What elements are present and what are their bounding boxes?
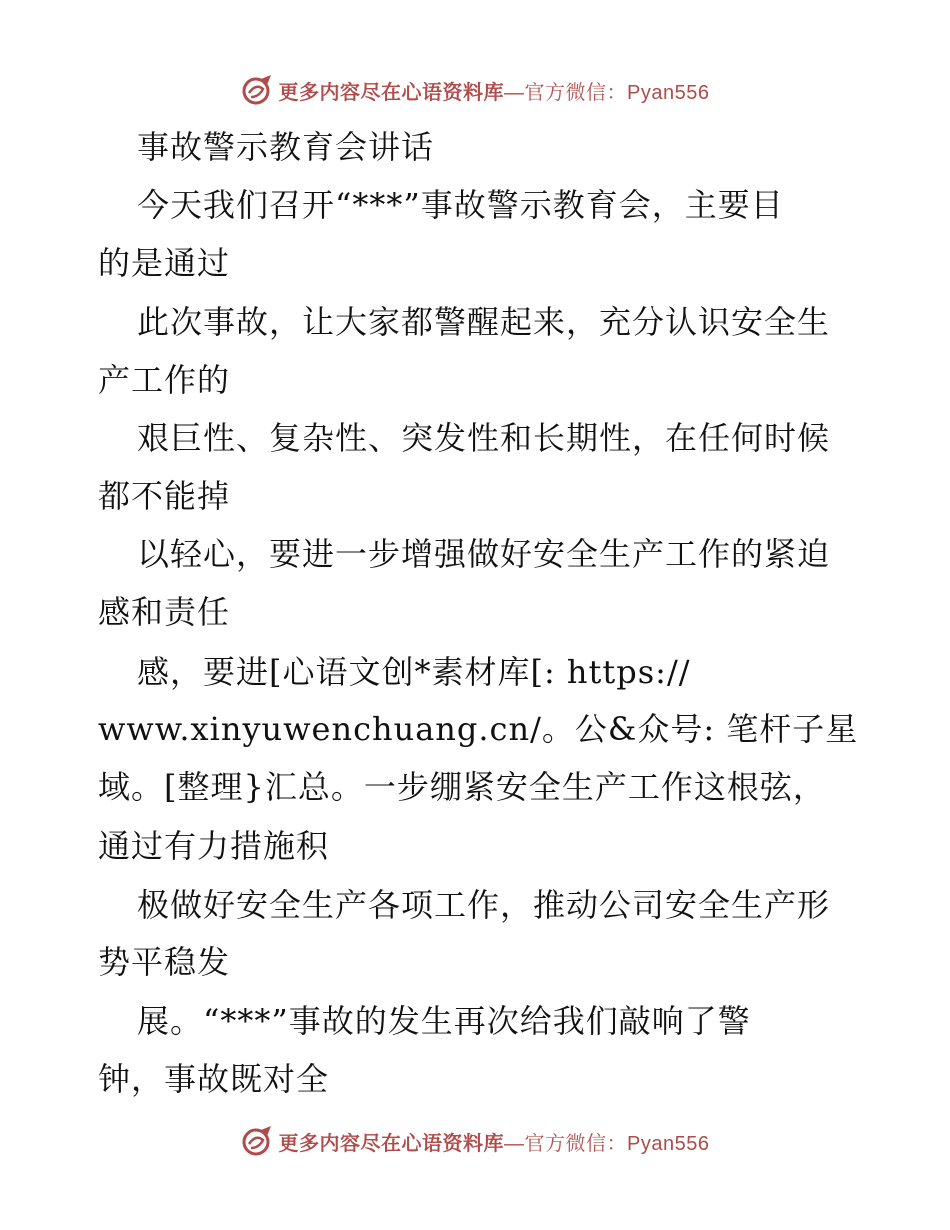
signature-logo-icon — [241, 1124, 275, 1158]
banner-dash: — — [504, 1132, 525, 1155]
text-line: 极做好安全生产各项工作，推动公司安全生产形 — [137, 886, 831, 924]
banner-wechat-id: Pyan556 — [627, 81, 710, 104]
text-line: www.xinyuwenchuang.cn/。公&众号: 笔杆子星 — [98, 710, 859, 748]
signature-logo-icon — [241, 73, 275, 107]
banner-text — [279, 76, 710, 105]
banner-main-text: 更多内容尽在心语资料库 — [278, 81, 505, 104]
text-line: 钟，事故既对全 — [98, 1060, 330, 1098]
document-title: 事故警示教育会讲话 — [137, 128, 435, 166]
text-line: 此次事故，让大家都警醒起来，充分认识安全生 — [137, 303, 831, 341]
banner-official-label: 官方微信： — [524, 1132, 628, 1155]
footer-banner — [0, 1121, 950, 1161]
text-line: 势平稳发 — [98, 943, 231, 981]
text-line: 产工作的 — [98, 361, 231, 399]
text-line: 的是通过 — [98, 244, 231, 282]
text-line: 以轻心，要进一步增强做好安全生产工作的紧迫 — [137, 535, 831, 573]
banner-text — [279, 1127, 710, 1156]
text-line: 展。“***”事故的发生再次给我们敲响了警 — [137, 1002, 751, 1040]
header-banner — [0, 70, 950, 110]
text-line: 感和责任 — [98, 593, 231, 631]
text-line: 今天我们召开“***”事故警示教育会，主要目 — [137, 186, 784, 224]
text-line: 感，要进[心语文创*素材库[: https:// — [137, 653, 691, 691]
banner-official-label: 官方微信： — [524, 81, 628, 104]
banner-main-text: 更多内容尽在心语资料库 — [278, 1132, 505, 1155]
text-line: 都不能掉 — [98, 477, 231, 515]
text-line: 域。[整理}汇总。一步绷紧安全生产工作这根弦， — [98, 768, 826, 806]
text-line: 艰巨性、复杂性、突发性和长期性，在任何时候 — [137, 419, 831, 457]
banner-wechat-id: Pyan556 — [627, 1132, 710, 1155]
text-line: 通过有力措施积 — [98, 827, 330, 865]
banner-dash: — — [504, 81, 525, 104]
